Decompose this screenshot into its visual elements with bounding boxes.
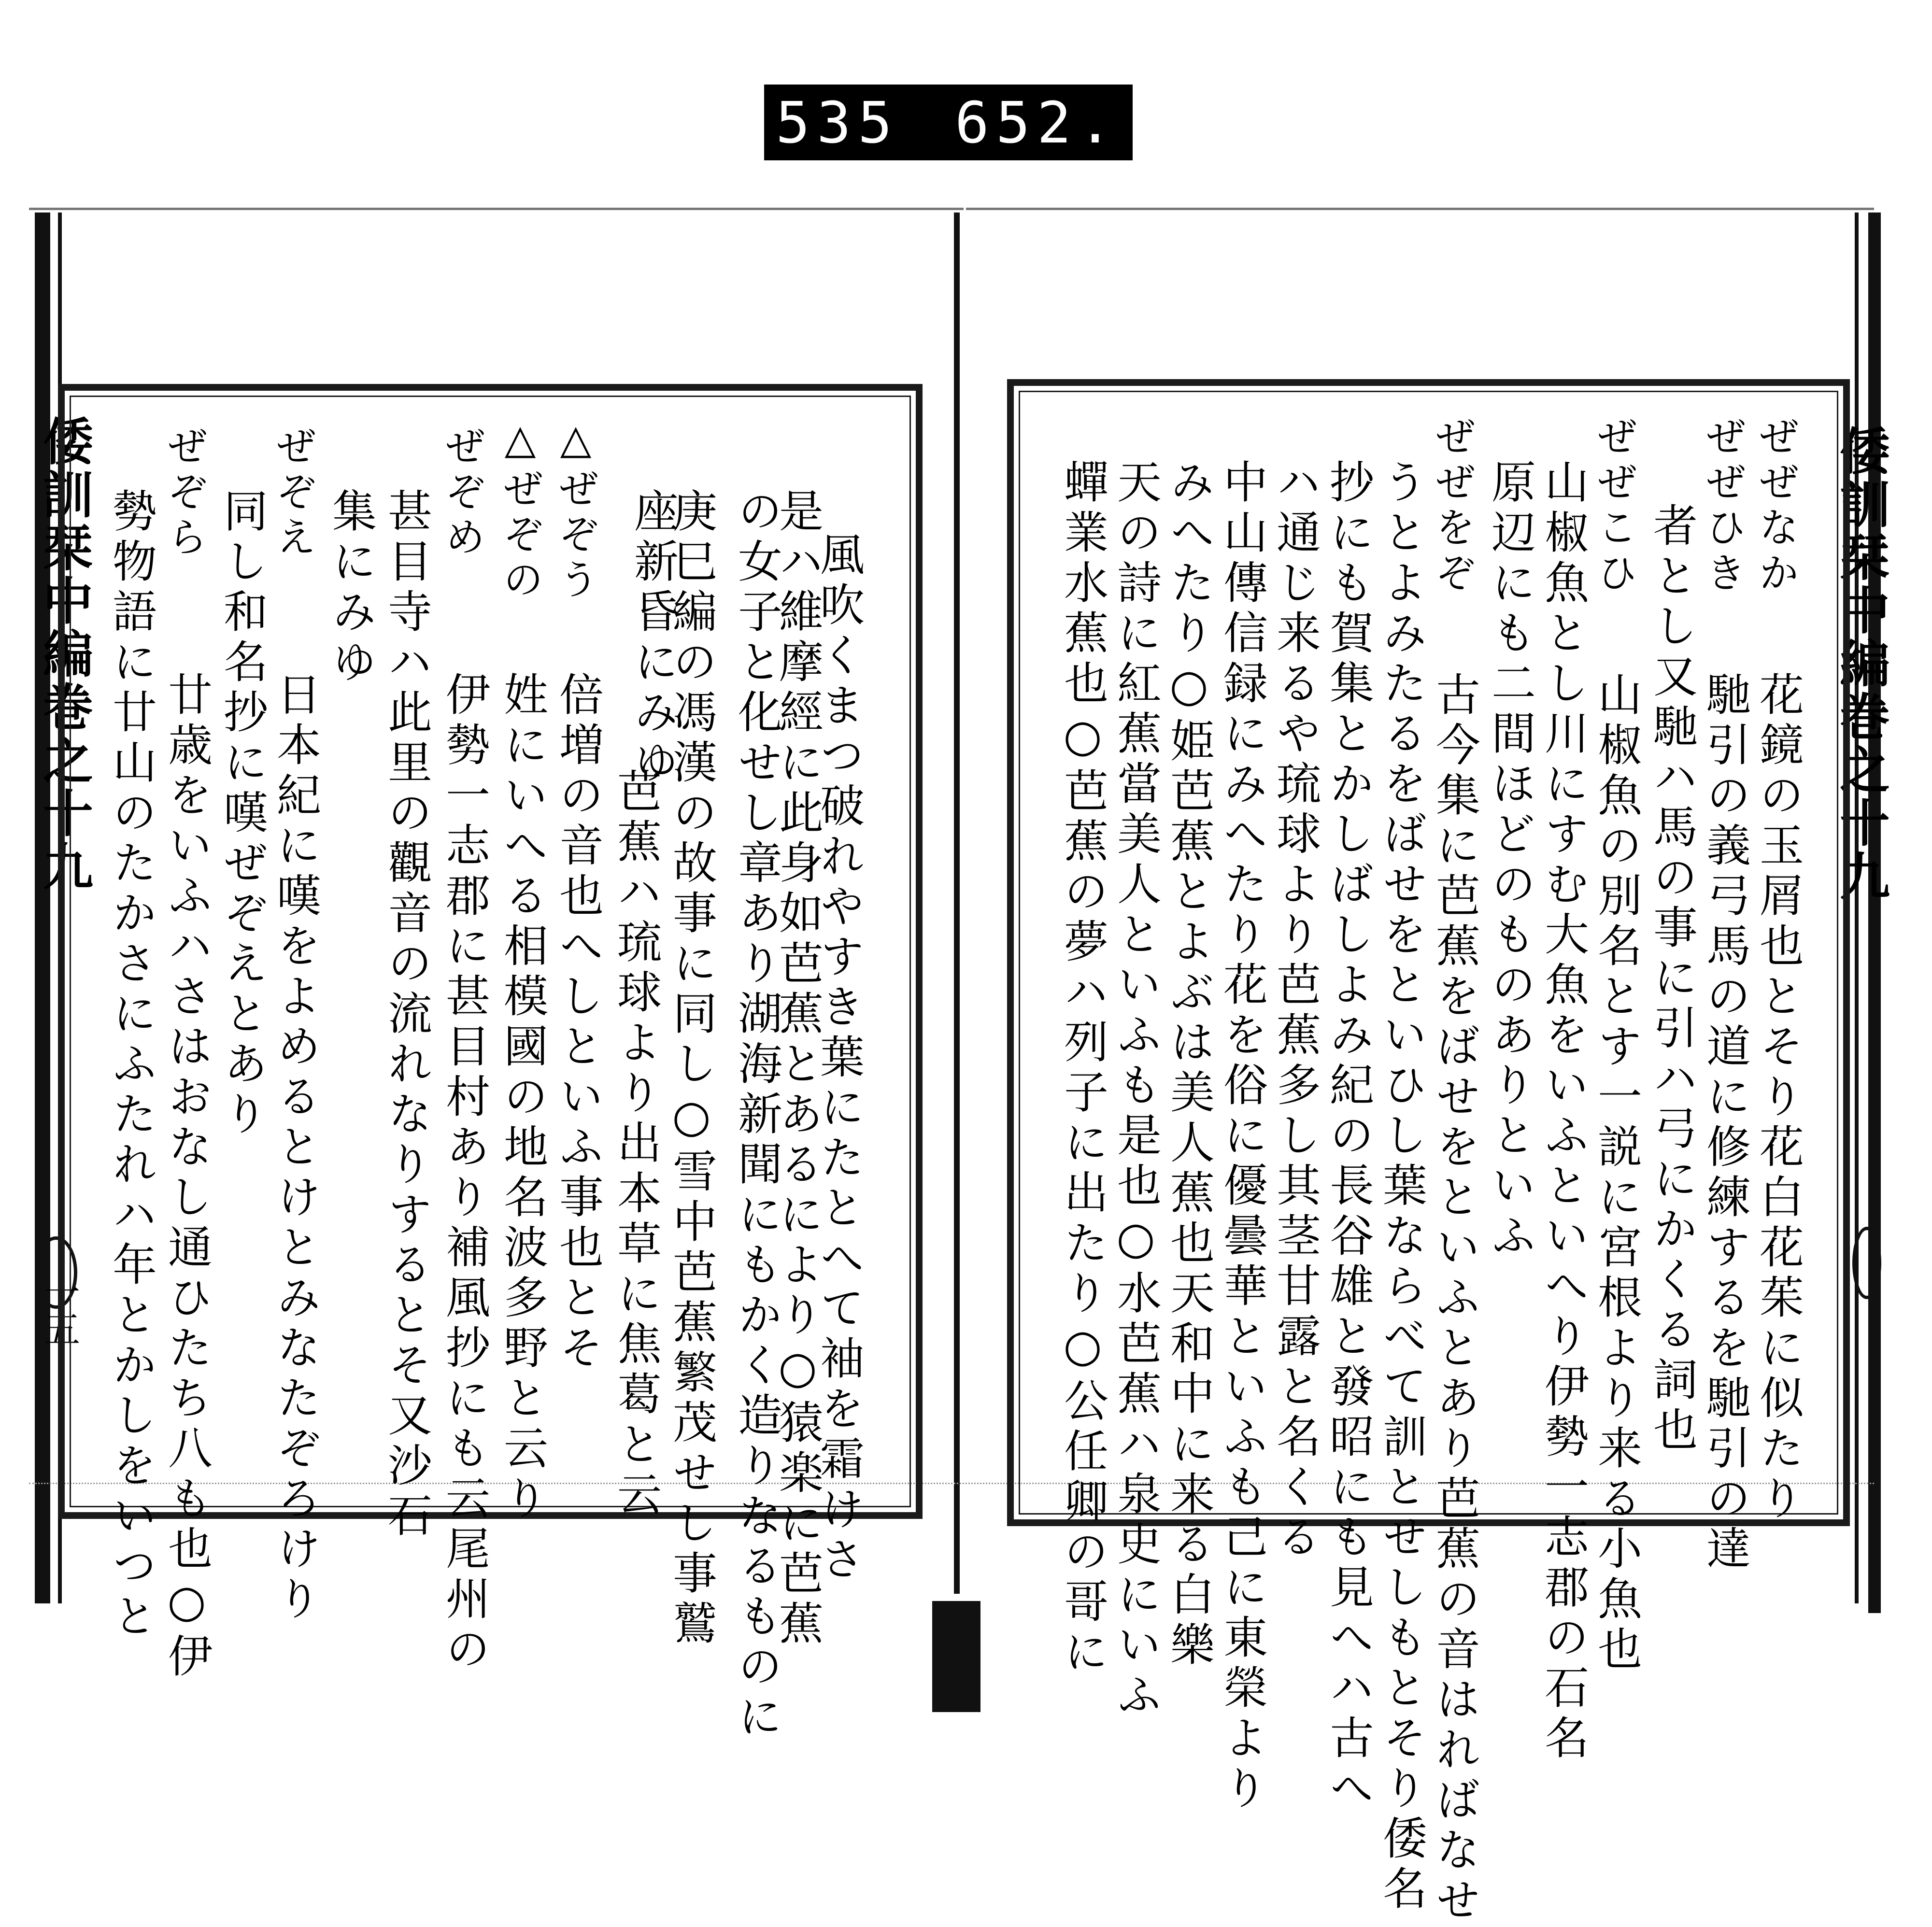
right-text-column: 天の詩に紅蕉當美人といふも是也○水芭蕉ハ泉史にいふ <box>1110 459 1162 1722</box>
right-text-column: 中山傳信録にみへたり花を俗に優曇華といふも己に東榮より <box>1216 459 1268 1815</box>
left-entry-heading: △ぜぞう <box>552 415 599 604</box>
right-text-column: うとよみたるをばせをといひし葉ならべて訓とせしもとそり倭名 <box>1376 459 1427 1915</box>
left-entry-heading: ぜぞら <box>161 425 208 561</box>
right-book-edge <box>1868 213 1881 1613</box>
left-text-column: 日本紀に嘆をよめるとけとみなたぞろけり <box>270 671 321 1626</box>
book-gutter <box>954 213 960 1594</box>
right-text-column: 山椒魚とし川にすむ大魚をいふといへり伊勢一志郡の石名 <box>1537 459 1589 1765</box>
right-text-column: みへたり○姫芭蕉とよぶは美人蕉也天和中に来る白樂 <box>1163 459 1215 1672</box>
left-text-column: 座新昏にみゆ <box>627 488 679 789</box>
right-text-column: 者とし又馳ハ馬の事に引ハ弓にかくる詞也 <box>1646 502 1698 1457</box>
catalog-number-right: 652. <box>954 89 1119 156</box>
right-text-column: 蟬業水蕉也○芭蕉の夢ハ列子に出たり○公任卿の哥に <box>1057 459 1108 1679</box>
left-text-column: 是ハ維摩經に此身如芭蕉とあるにより○猿楽に芭蕉 <box>772 488 824 1650</box>
right-text-column: 古今集に芭蕉をばせをといふとあり芭蕉の音はればなせ <box>1429 671 1480 1927</box>
left-entry-heading: △ぜぞの <box>497 415 544 604</box>
left-folio-number: 十五 <box>39 1275 80 1346</box>
right-text-column: ハ通じ来るや琉球より芭蕉多し其茎甘露と名くる <box>1269 459 1321 1564</box>
right-entry-heading: ぜぜなか <box>1752 415 1800 597</box>
left-text-column: 倍増の音也へしといふ事也とそ <box>552 671 604 1374</box>
right-folio-circle <box>1852 1227 1881 1299</box>
right-inner-edge <box>1855 213 1859 1603</box>
right-text-column: 馳引の義弓馬の道に修練するを馳引の達 <box>1699 671 1751 1575</box>
left-entry-heading: ぜぞえ <box>270 425 317 561</box>
left-text-column: 廿歳をいふハさはおなし通ひたち八も也○伊 <box>161 671 213 1683</box>
left-text-column: 風吹くまつ破れやすき葉にたとへて袖を霜けさ <box>813 531 865 1586</box>
left-text-column: 同し和名抄に嘆ぜぞえとあり <box>216 488 268 1141</box>
right-entry-heading: ぜぜひき <box>1699 415 1747 597</box>
left-text-column: 集にみゆ <box>325 488 377 689</box>
right-margin-title: 倭訓栞中編巻之十九 <box>1831 425 1890 903</box>
left-margin-title: 倭訓栞中編巻之十九 <box>34 415 94 893</box>
right-text-column: 抄にも賀集とかしばしよみ紀の長谷雄と發昭にも見へハ古へ <box>1322 459 1374 1815</box>
spine-block <box>932 1601 980 1712</box>
left-text-column: 芭蕉ハ琉球より出本草に焦葛と云 <box>610 768 662 1521</box>
right-text-column: 原辺にも二間ほどのものありといふ <box>1484 459 1536 1262</box>
left-entry-heading: ぜぞめ <box>439 425 486 561</box>
right-entry-heading: ぜぜこひ <box>1591 415 1638 597</box>
left-text-column: の女子と化せし章あり湖海新聞にもかく造りなるものに <box>731 488 782 1743</box>
catalog-number-label <box>764 85 1133 160</box>
right-entry-heading: ぜぜをぞ <box>1429 415 1476 597</box>
left-text-column: 甚目寺ハ此里の觀音の流れなりするとそ又沙石 <box>381 488 432 1543</box>
right-text-column: 花鏡の玉屑也とそり花白花茱に似たり <box>1752 671 1804 1525</box>
catalog-number-left: 535 <box>776 89 899 156</box>
left-text-column: 勢物語に廿山のたかさにふたれハ年とかしをいつと <box>105 488 157 1643</box>
left-text-column: 伊勢一志郡に甚目村あり補風抄にも云尾州の <box>439 671 490 1676</box>
left-text-column: 姓にいへる相模國の地名波多野と云り <box>497 671 548 1525</box>
left-text-column: 庚巳編の馮漢の故事に同し○雪中芭蕉繁茂せし事鷲 <box>666 488 717 1650</box>
right-text-column: 山椒魚の別名とす一説に宮根より来る小魚也 <box>1591 671 1642 1676</box>
